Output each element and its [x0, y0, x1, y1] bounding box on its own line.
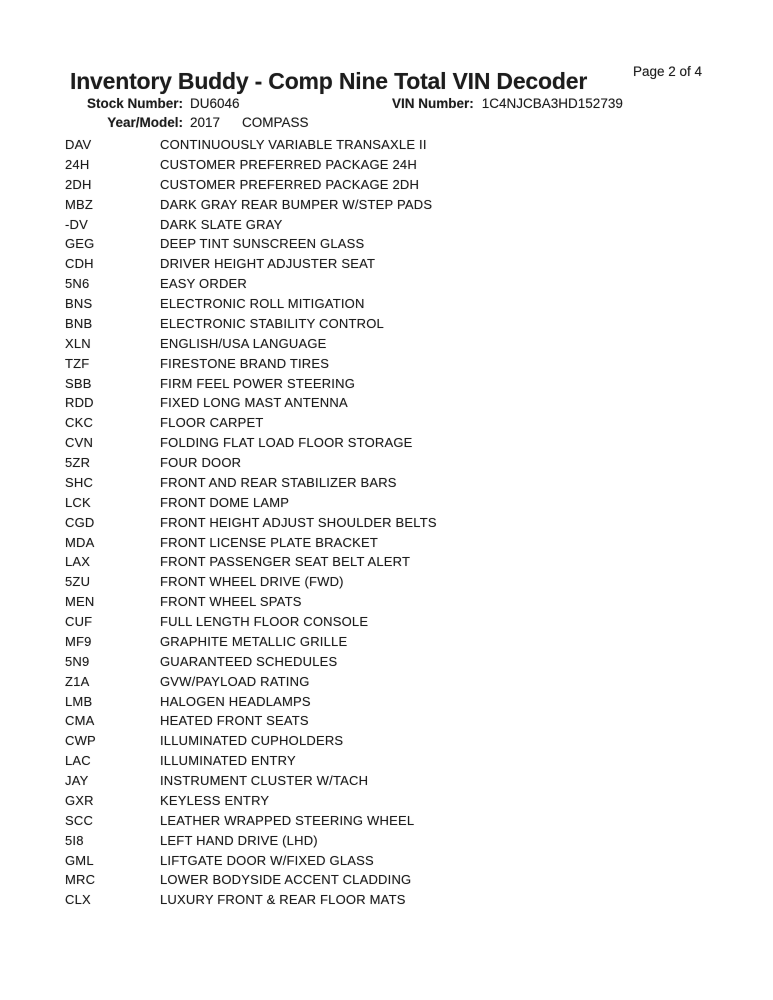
option-row [65, 336, 705, 356]
option-description: FRONT WHEEL SPATS [160, 594, 302, 610]
option-description: FRONT DOME LAMP [160, 494, 290, 510]
option-description: DEEP TINT SUNSCREEN GLASS [160, 236, 365, 252]
option-row [65, 217, 705, 237]
option-row [65, 236, 705, 256]
option-row [65, 376, 705, 396]
option-description: FIXED LONG MAST ANTENNA [160, 395, 348, 411]
option-code: CLX [65, 892, 91, 908]
option-row [65, 694, 705, 714]
option-code: Z1A [65, 673, 90, 689]
option-row [65, 435, 705, 455]
option-code: -DV [65, 216, 88, 232]
option-code: MF9 [65, 633, 92, 649]
option-row [65, 872, 705, 892]
option-code: LCK [65, 494, 91, 510]
option-row [65, 296, 705, 316]
option-code: 5N9 [65, 653, 90, 669]
option-code: SHC [65, 474, 94, 490]
stock-number-value: DU6046 [190, 96, 240, 111]
option-description: KEYLESS ENTRY [160, 792, 270, 808]
option-code: 2DH [65, 176, 92, 192]
option-code: TZF [65, 355, 90, 371]
options-list [65, 137, 705, 912]
option-code: MDA [65, 534, 95, 550]
option-code: MEN [65, 594, 95, 610]
option-row [65, 594, 705, 614]
option-code: CKC [65, 415, 94, 431]
option-row [65, 753, 705, 773]
option-row [65, 674, 705, 694]
option-description: FULL LENGTH FLOOR CONSOLE [160, 614, 369, 629]
option-row [65, 813, 705, 833]
option-row [65, 554, 705, 574]
option-code: CUF [65, 614, 93, 629]
option-code: LAX [65, 554, 91, 570]
header-line-stock-vin [0, 96, 773, 111]
option-description: HALOGEN HEADLAMPS [160, 693, 311, 709]
option-code: GXR [65, 792, 94, 808]
option-code: CGD [65, 514, 95, 530]
option-code: GEG [65, 236, 95, 252]
option-row [65, 415, 705, 435]
option-description: LIFTGATE DOOR W/FIXED GLASS [160, 852, 374, 868]
page-number-indicator: Page 2 of 4 [633, 64, 703, 79]
option-code: RDD [65, 395, 94, 411]
vin-number-label: VIN Number: [392, 96, 474, 111]
option-description: LUXURY FRONT & REAR FLOOR MATS [160, 892, 406, 908]
option-description: GVW/PAYLOAD RATING [160, 673, 310, 689]
option-row [65, 495, 705, 515]
option-description: GUARANTEED SCHEDULES [160, 653, 338, 669]
option-code: JAY [65, 773, 89, 788]
option-description: FOUR DOOR [160, 455, 242, 470]
stock-number-label: Stock Number: [86, 96, 183, 111]
option-code: 5I8 [65, 832, 84, 848]
option-description: FRONT PASSENGER SEAT BELT ALERT [160, 554, 411, 570]
model-value: COMPASS [242, 115, 309, 130]
option-row [65, 654, 705, 674]
option-description: FIRM FEEL POWER STEERING [160, 375, 356, 391]
option-description: CUSTOMER PREFERRED PACKAGE 24H [160, 156, 417, 172]
option-row [65, 574, 705, 594]
option-code: LAC [65, 753, 91, 769]
option-row [65, 316, 705, 336]
option-description: GRAPHITE METALLIC GRILLE [160, 633, 348, 649]
option-description: ILLUMINATED ENTRY [160, 753, 296, 769]
header-line-year-model [0, 115, 773, 130]
option-row [65, 892, 705, 912]
option-code: MRC [65, 872, 96, 888]
option-description: ELECTRONIC ROLL MITIGATION [160, 296, 365, 311]
option-row [65, 515, 705, 535]
option-description: FRONT WHEEL DRIVE (FWD) [160, 574, 344, 590]
option-code: 5N6 [65, 276, 90, 292]
option-description: FIRESTONE BRAND TIRES [160, 355, 330, 371]
option-row [65, 634, 705, 654]
option-row [65, 773, 705, 793]
option-description: FLOOR CARPET [160, 415, 264, 431]
option-code: SCC [65, 812, 94, 828]
option-code: 5ZR [65, 455, 91, 470]
vin-group [392, 96, 623, 111]
option-row [65, 256, 705, 276]
option-description: EASY ORDER [160, 276, 248, 292]
option-description: DRIVER HEIGHT ADJUSTER SEAT [160, 256, 376, 272]
option-description: INSTRUMENT CLUSTER W/TACH [160, 773, 369, 788]
option-row [65, 455, 705, 475]
option-row [65, 535, 705, 555]
option-code: XLN [65, 335, 91, 351]
option-row [65, 614, 705, 634]
option-description: HEATED FRONT SEATS [160, 713, 309, 729]
option-row [65, 356, 705, 376]
option-code: 24H [65, 156, 90, 172]
option-code: CWP [65, 733, 96, 749]
option-description: ENGLISH/USA LANGUAGE [160, 335, 327, 351]
year-model-label: Year/Model: [107, 115, 183, 130]
option-description: ELECTRONIC STABILITY CONTROL [160, 315, 384, 331]
option-row [65, 853, 705, 873]
option-description: LOWER BODYSIDE ACCENT CLADDING [160, 872, 412, 888]
year-value: 2017 [190, 115, 221, 130]
option-code: SBB [65, 375, 92, 391]
option-description: FRONT LICENSE PLATE BRACKET [160, 534, 379, 550]
option-row [65, 475, 705, 495]
option-code: BNS [65, 296, 93, 311]
option-row [65, 833, 705, 853]
option-description: CONTINUOUSLY VARIABLE TRANSAXLE II [160, 137, 427, 152]
option-row [65, 713, 705, 733]
option-description: LEFT HAND DRIVE (LHD) [160, 832, 318, 848]
option-code: LMB [65, 693, 93, 709]
option-code: CDH [65, 256, 94, 272]
option-row [65, 177, 705, 197]
page-title: Inventory Buddy - Comp Nine Total VIN Decoder [70, 68, 588, 94]
vin-number-value: 1C4NJCBA3HD152739 [481, 96, 623, 111]
option-description: ILLUMINATED CUPHOLDERS [160, 733, 344, 749]
option-code: CVN [65, 435, 94, 451]
option-code: CMA [65, 713, 95, 729]
option-description: DARK GRAY REAR BUMPER W/STEP PADS [160, 196, 433, 212]
option-description: FRONT HEIGHT ADJUST SHOULDER BELTS [160, 514, 437, 530]
option-row [65, 157, 705, 177]
option-description: CUSTOMER PREFERRED PACKAGE 2DH [160, 176, 420, 192]
option-row [65, 793, 705, 813]
option-row [65, 137, 705, 157]
option-code: DAV [65, 137, 92, 152]
option-description: FOLDING FLAT LOAD FLOOR STORAGE [160, 435, 413, 451]
option-description: FRONT AND REAR STABILIZER BARS [160, 474, 397, 490]
option-row [65, 733, 705, 753]
option-code: BNB [65, 315, 93, 331]
option-row [65, 276, 705, 296]
option-description: DARK SLATE GRAY [160, 216, 283, 232]
option-code: MBZ [65, 196, 94, 212]
option-row [65, 395, 705, 415]
option-code: 5ZU [65, 574, 91, 590]
option-description: LEATHER WRAPPED STEERING WHEEL [160, 812, 415, 828]
option-code: GML [65, 852, 94, 868]
option-row [65, 197, 705, 217]
